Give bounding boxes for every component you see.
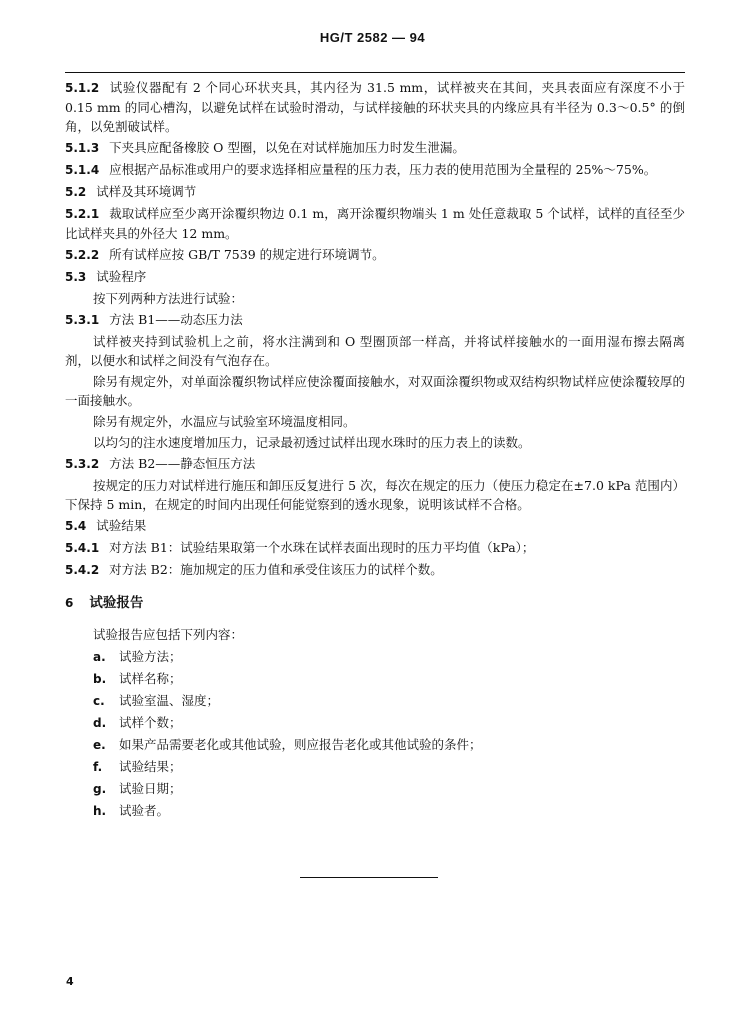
- list-item-text: 试验室温、湿度；: [119, 693, 220, 708]
- section-title: 试样及其环境调节: [96, 184, 197, 199]
- list-item: [65, 646, 685, 668]
- clause-text: 方法 B1——动态压力法: [109, 312, 243, 327]
- document-content: [65, 78, 685, 822]
- report-intro: 试验报告应包括下列内容：: [93, 627, 244, 642]
- clause-number: 5.4: [65, 519, 87, 533]
- clause-text: 对方法 B2：施加规定的压力值和承受住该压力的试样个数。: [109, 562, 443, 577]
- clause-number: 5.1.3: [65, 141, 100, 155]
- section-5-2-heading: [65, 182, 685, 202]
- report-item-list: [65, 646, 685, 822]
- list-item: [65, 734, 685, 756]
- list-item-text: 试样个数；: [119, 715, 182, 730]
- list-item-letter: h.: [93, 804, 107, 818]
- paragraph-b1-reading: 以均匀的注水速度增加压力，记录最初透过试样出现水珠时的压力表上的读数。: [93, 435, 531, 450]
- section-5-4-heading: [65, 516, 685, 536]
- clause-number: 5.4.1: [65, 541, 100, 555]
- list-item-letter: a.: [93, 650, 106, 664]
- clause-text: 应根据产品标准或用户的要求选择相应量程的压力表，压力表的使用范围为全量程的 25%～75%。: [109, 162, 657, 177]
- clause-text: 所有试样应按 GB/T 7539 的规定进行环境调节。: [109, 247, 385, 262]
- clause-text: 对方法 B1：试验结果取第一个水珠在试样表面出现时的压力平均值（kPa）；: [109, 540, 535, 555]
- paragraph-b2-procedure: 按规定的压力对试样进行施压和卸压反复进行 5 次，每次在规定的压力（使压力稳定在±7.0 kPa 范围内）下保持 5 min，在规定的时间内出现任何能觉察到的透水现象，说明该试样不合格。: [65, 478, 685, 512]
- list-item-letter: b.: [93, 672, 107, 686]
- list-item-text: 试验结果；: [119, 759, 182, 774]
- paragraph-b1-setup: 试样被夹持到试验机上之前，将水注满到和 O 型圈顶部一样高，并将试样接触水的一面用湿布擦去隔离剂，以便水和试样之间没有气泡存在。: [65, 334, 685, 368]
- clause-5-1-2: [65, 78, 685, 136]
- header-rule: [65, 72, 685, 73]
- section-title: 试验程序: [96, 269, 147, 284]
- list-item-letter: g.: [93, 782, 107, 796]
- clause-5-1-3: [65, 138, 685, 158]
- clause-text: 裁取试样应至少离开涂覆织物边 0.1 m，离开涂覆织物端头 1 m 处任意裁取 5 个试样，试样的直径至少比试样夹具的外径大 12 mm。: [65, 206, 685, 241]
- clause-5-3-2: [65, 454, 685, 474]
- list-item-text: 试验日期；: [119, 781, 182, 796]
- clause-5-4-1: [65, 538, 685, 558]
- clause-5-3-1: [65, 310, 685, 330]
- clause-text: 下夹具应配备橡胶 O 型圈，以免在对试样施加压力时发生泄漏。: [109, 140, 465, 155]
- end-of-standard-rule: [300, 877, 438, 878]
- clause-5-1-4: [65, 160, 685, 180]
- clause-number: 5.4.2: [65, 563, 100, 577]
- paragraph-b1-water-temp: 除另有规定外，水温应与试验室环境温度相同。: [93, 414, 356, 429]
- section-6-heading: [65, 594, 685, 613]
- clause-5-2-2: [65, 245, 685, 265]
- clause-5-4-2: [65, 560, 685, 580]
- list-item: [65, 778, 685, 800]
- list-item-text: 试样名称；: [119, 671, 182, 686]
- paragraph-b1-coated-face: 除另有规定外，对单面涂覆织物试样应使涂覆面接触水，对双面涂覆织物或双结构织物试样应使涂覆较厚的一面接触水。: [65, 374, 685, 408]
- list-item: [65, 668, 685, 690]
- section-title: 试验报告: [89, 595, 144, 611]
- clause-5-2-1: [65, 204, 685, 243]
- paragraph-methods-intro: 按下列两种方法进行试验：: [93, 291, 244, 306]
- list-item: [65, 756, 685, 778]
- page-header: HG/T 2582 — 94: [319, 30, 426, 45]
- clause-number: 5.2: [65, 185, 87, 199]
- list-item-text: 试验方法；: [119, 649, 182, 664]
- clause-number: 5.3: [65, 270, 87, 284]
- list-item-text: 如果产品需要老化或其他试验，则应报告老化或其他试验的条件；: [119, 737, 482, 752]
- list-item-text: 试验者。: [119, 803, 170, 818]
- clause-number: 5.2.2: [65, 248, 100, 262]
- clause-number: 5.1.4: [65, 163, 100, 177]
- page-number: 4: [66, 975, 74, 988]
- list-item-letter: e.: [93, 738, 106, 752]
- list-item: [65, 712, 685, 734]
- list-item-letter: c.: [93, 694, 105, 708]
- list-item: [65, 690, 685, 712]
- clause-number: 5.1.2: [65, 81, 100, 95]
- clause-text: 试验仪器配有 2 个同心环状夹具，其内径为 31.5 mm，试样被夹在其间，夹具表面应有深度不小于 0.15 mm 的同心槽沟，以避免试样在试验时滑动，与试样接触的环状夹具的内缘应具有半径为 0.3～0.5° 的倒角，以免割破试样。: [65, 80, 685, 134]
- list-item-letter: f.: [93, 760, 103, 774]
- clause-number: 5.3.2: [65, 457, 100, 471]
- clause-text: 方法 B2——静态恒压方法: [109, 456, 256, 471]
- section-5-3-heading: [65, 267, 685, 287]
- clause-number: 5.3.1: [65, 313, 100, 327]
- section-title: 试验结果: [96, 518, 147, 533]
- list-item: [65, 800, 685, 822]
- list-item-letter: d.: [93, 716, 107, 730]
- clause-number: 5.2.1: [65, 207, 100, 221]
- section-number: 6: [65, 596, 74, 610]
